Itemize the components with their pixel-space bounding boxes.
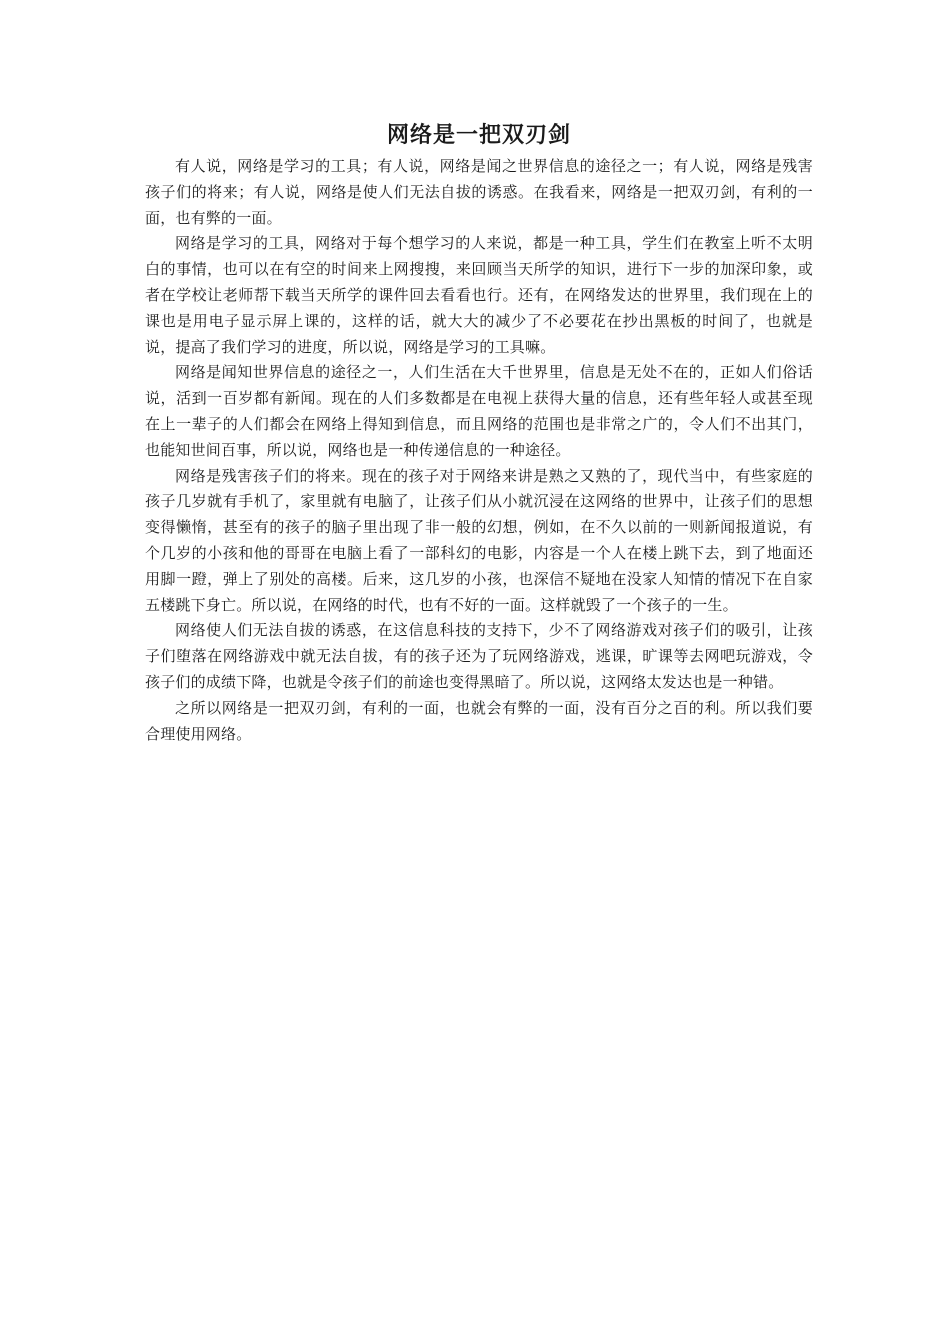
document-body <box>145 118 813 747</box>
paragraph-conclusion: 之所以网络是一把双刃剑，有利的一面，也就会有弊的一面，没有百分之百的利。所以我们要合理使用网络。 <box>145 698 813 743</box>
paragraph-addiction: 网络使人们无法自拔的诱惑，在这信息科技的支持下，少不了网络游戏对孩子们的吸引，让孩子们堕落在网络游戏中就无法自拔，有的孩子还为了玩网络游戏，逃课，旷课等去网吧玩游戏，令孩子们的成绩下降，也就是令孩子们的前途也变得黑暗了。所以说，这网络太发达也是一种错。 <box>145 621 813 691</box>
paragraph-learning-tool: 网络是学习的工具，网络对于每个想学习的人来说，都是一种工具，学生们在教室上听不太明白的事情，也可以在有空的时间来上网搜搜，来回顾当天所学的知识，进行下一步的加深印象，或者在学校让老师帮下载当天所学的课件回去看看也行。还有，在网络发达的世界里，我们现在上的课也是用电子显示屏上课的，这样的话，就大大的减少了不必要花在抄出黑板的时间了，也就是说，提高了我们学习的进度，所以说，网络是学习的工具嘛。 <box>145 234 813 356</box>
paragraph-harm-to-children: 网络是残害孩子们的将来。现在的孩子对于网络来讲是熟之又熟的了，现代当中，有些家庭的孩子几岁就有手机了，家里就有电脑了，让孩子们从小就沉浸在这网络的世界中，让孩子们的思想变得懒惰，甚至有的孩子的脑子里出现了非一般的幻想，例如，在不久以前的一则新闻报道说，有个几岁的小孩和他的哥哥在电脑上看了一部科幻的电影，内容是一个人在楼上跳下去，到了地面还用脚一蹬，弹上了别处的高楼。后来，这几岁的小孩，也深信不疑地在没家人知情的情况下在自家五楼跳下身亡。所以说，在网络的时代，也有不好的一面。这样就毁了一个孩子的一生。 <box>145 466 813 614</box>
document-title: 网络是一把双刃剑 <box>386 122 571 148</box>
paragraph-information-channel: 网络是闻知世界信息的途径之一，人们生活在大千世界里，信息是无处不在的，正如人们俗话说，活到一百岁都有新闻。现在的人们多数都是在电视上获得大量的信息，还有些年轻人或甚至现在上一辈子的人们都会在网络上得知到信息，而且网络的范围也是非常之广的，令人们不出其门，也能知世间百事，所以说，网络也是一种传递信息的一种途径。 <box>145 363 813 459</box>
paragraph-intro: 有人说，网络是学习的工具；有人说，网络是闻之世界信息的途径之一；有人说，网络是残害孩子们的将来；有人说，网络是使人们无法自拔的诱惑。在我看来，网络是一把双刃剑，有利的一面，也有弊的一面。 <box>145 157 813 227</box>
